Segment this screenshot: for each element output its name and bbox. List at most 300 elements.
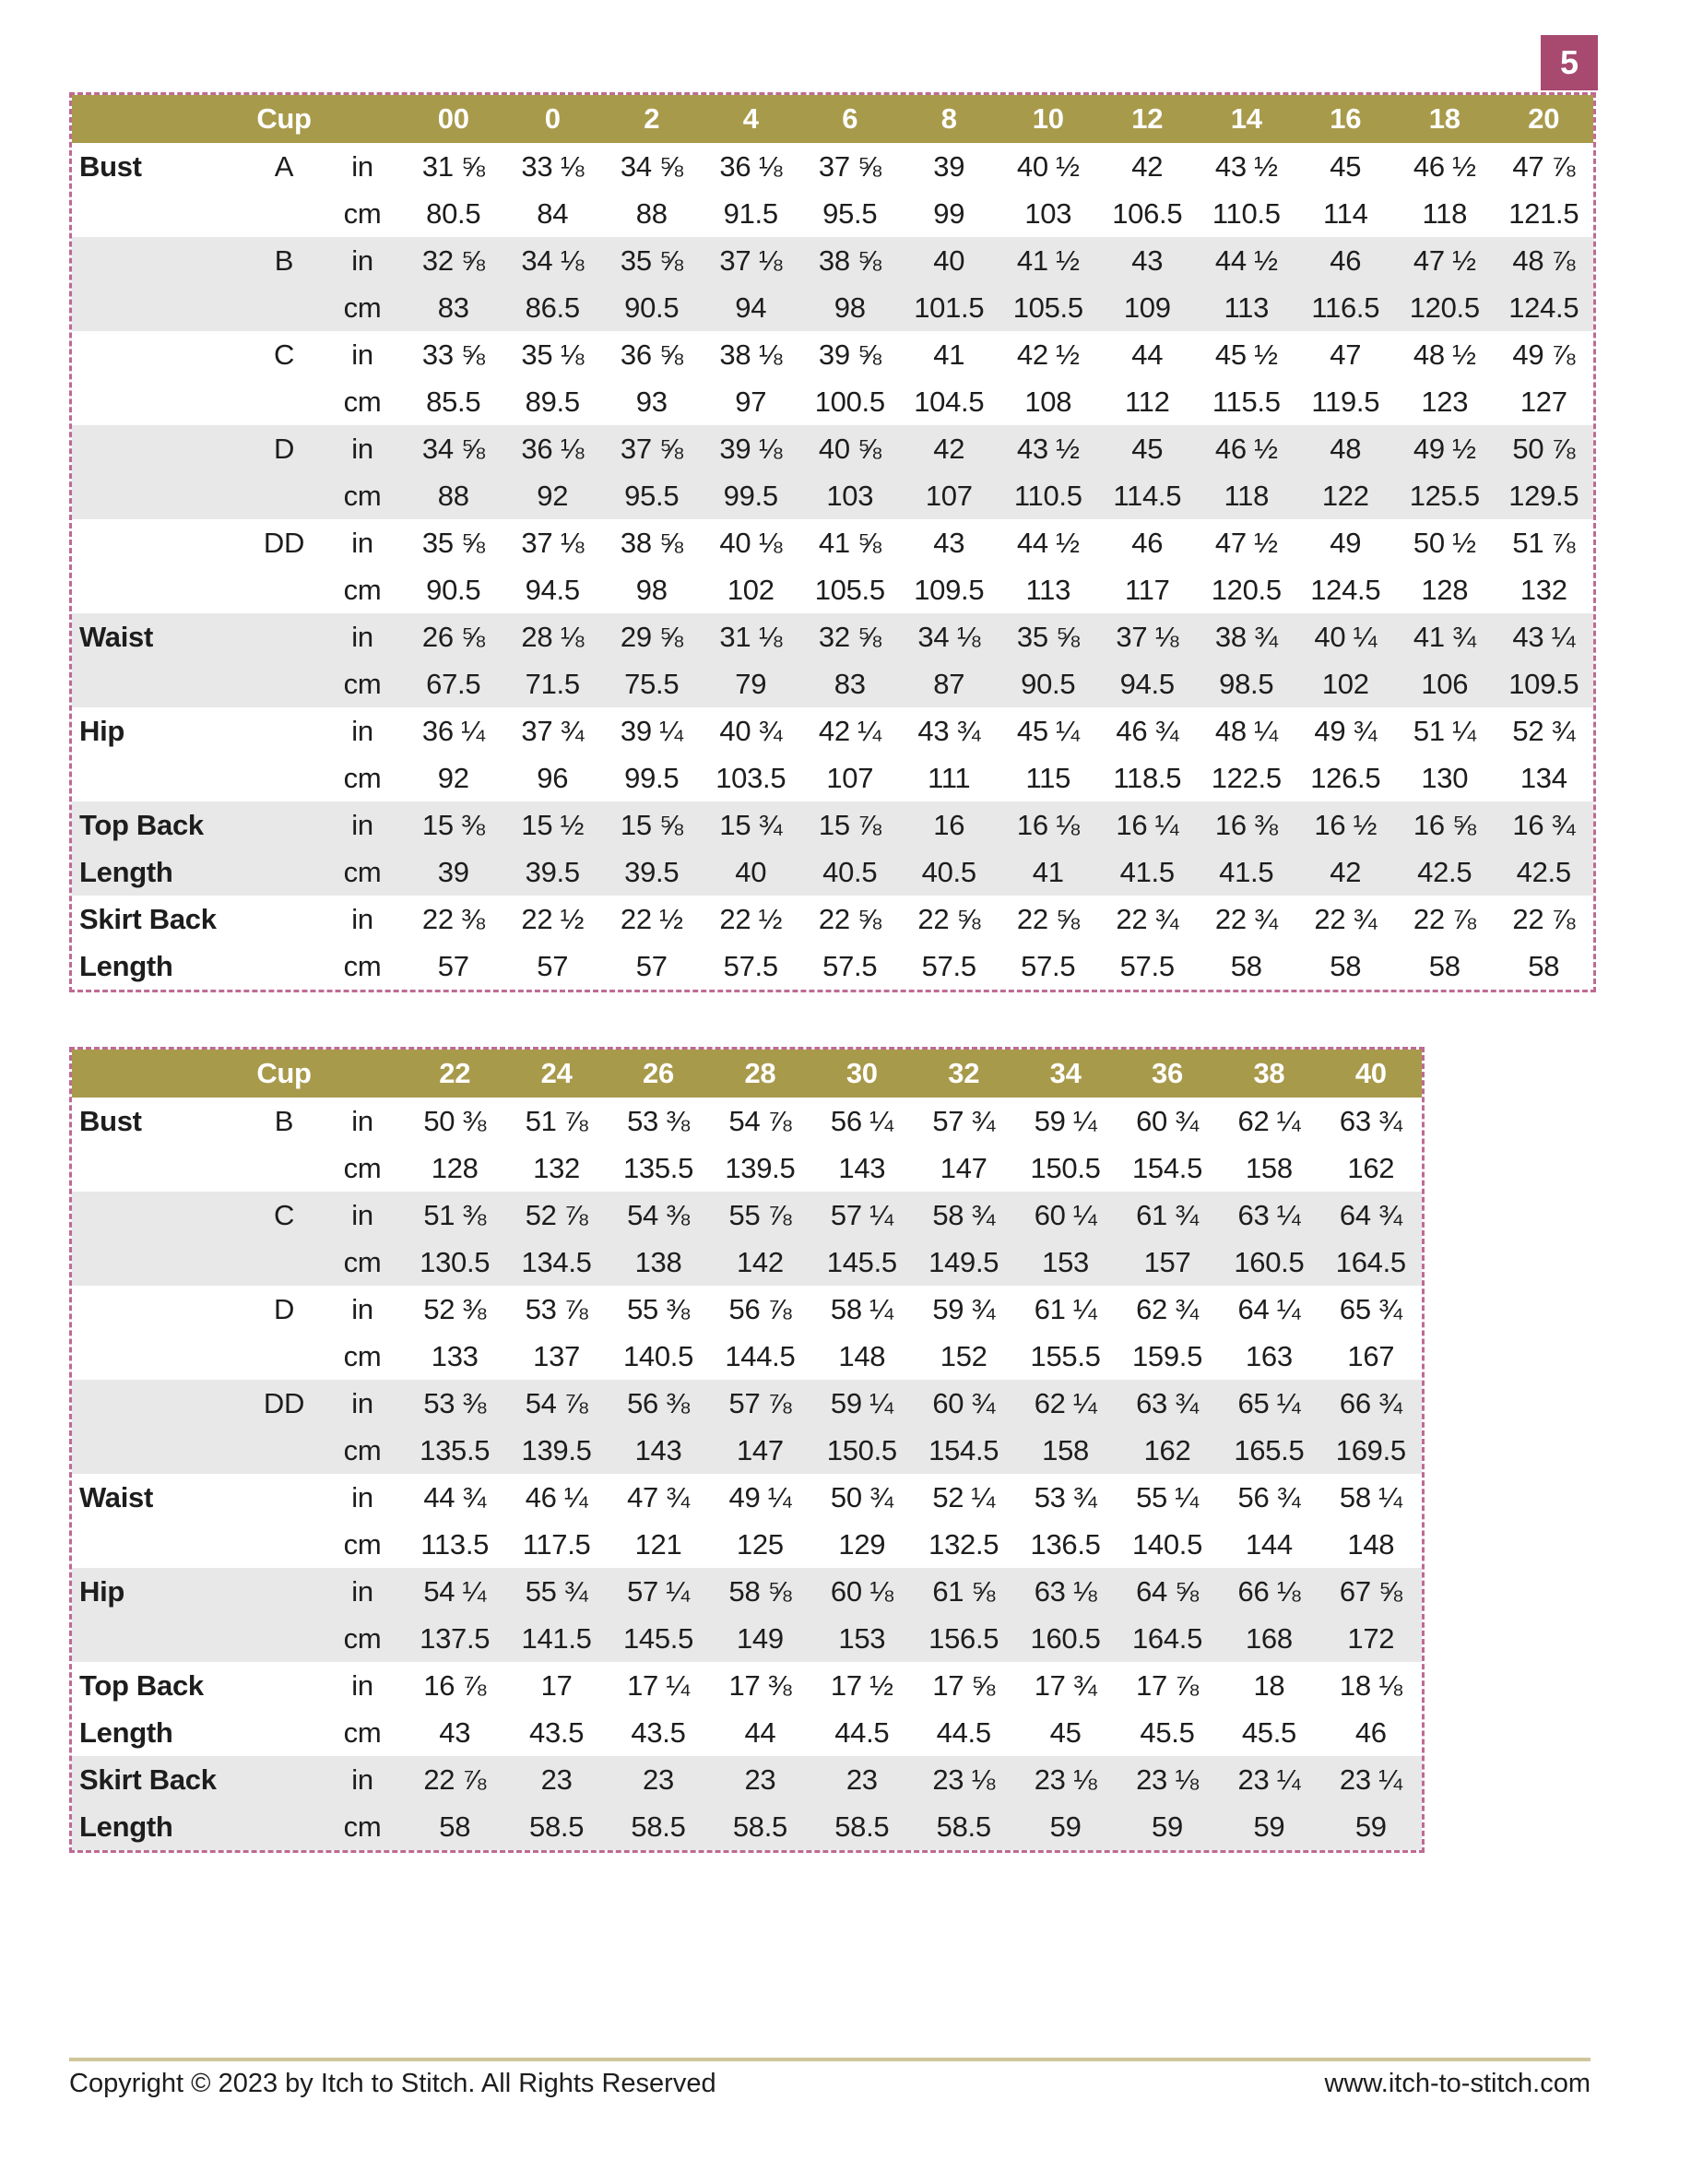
unit-label: in xyxy=(351,243,373,277)
value-cell: 57 xyxy=(635,949,668,982)
value-cell: 139.5 xyxy=(725,1151,796,1184)
table-row xyxy=(72,472,1593,519)
unit-label: in xyxy=(351,1386,373,1419)
value-cell: 142 xyxy=(736,1245,784,1278)
unit-label: cm xyxy=(343,479,382,512)
value-cell: 86.5 xyxy=(525,291,580,324)
value-cell: 148 xyxy=(1347,1527,1395,1561)
value-cell: 147 xyxy=(736,1433,784,1466)
value-cell: 22 ⅜ xyxy=(421,902,485,935)
value-cell: 43 ¾ xyxy=(917,714,981,747)
value-cell: 54 ⅞ xyxy=(728,1104,792,1137)
table-row xyxy=(72,425,1593,472)
value-cell: 148 xyxy=(838,1339,886,1372)
value-cell: 85.5 xyxy=(426,385,481,418)
value-cell: 59 xyxy=(1253,1810,1285,1843)
value-cell: 97 xyxy=(735,385,767,418)
size-table-00-20 xyxy=(69,92,1596,992)
value-cell: 124.5 xyxy=(1310,573,1381,606)
value-cell: 42 ½ xyxy=(1016,338,1080,371)
value-cell: 23 xyxy=(643,1763,674,1796)
row-label: Bust xyxy=(79,1104,142,1137)
cup-letter: A xyxy=(274,149,294,183)
value-cell: 38 ⅝ xyxy=(620,526,683,559)
size-header-cell: 16 xyxy=(1330,102,1362,135)
table-row xyxy=(72,660,1593,707)
value-cell: 118 xyxy=(1422,196,1468,230)
value-cell: 42 xyxy=(933,432,965,465)
value-cell: 16 ⅝ xyxy=(1413,808,1476,841)
value-cell: 58.5 xyxy=(631,1810,686,1843)
value-cell: 23 ¼ xyxy=(1339,1763,1402,1796)
value-cell: 134 xyxy=(1520,761,1567,794)
value-cell: 57.5 xyxy=(921,949,976,982)
value-cell: 38 ¾ xyxy=(1214,620,1278,653)
value-cell: 107 xyxy=(826,761,874,794)
value-cell: 51 ⅞ xyxy=(1512,526,1576,559)
value-cell: 56 ⅜ xyxy=(627,1386,690,1419)
value-cell: 28 ⅛ xyxy=(521,620,585,653)
value-cell: 40.5 xyxy=(921,855,976,888)
value-cell: 57.5 xyxy=(1021,949,1076,982)
value-cell: 59 ¼ xyxy=(830,1386,893,1419)
cup-letter: D xyxy=(273,1292,295,1325)
unit-label: in xyxy=(351,902,373,935)
value-cell: 17 ⅞ xyxy=(1136,1668,1199,1702)
value-cell: 57 xyxy=(537,949,569,982)
value-cell: 34 ⅝ xyxy=(620,149,683,183)
value-cell: 17 ⅝ xyxy=(932,1668,996,1702)
table-row xyxy=(72,1756,1422,1803)
value-cell: 49 ½ xyxy=(1413,432,1476,465)
unit-label: cm xyxy=(343,1621,382,1655)
value-cell: 103 xyxy=(826,479,874,512)
value-cell: 163 xyxy=(1245,1339,1293,1372)
table-row xyxy=(72,143,1593,190)
value-cell: 17 ¾ xyxy=(1034,1668,1097,1702)
value-cell: 60 ¾ xyxy=(932,1386,996,1419)
value-cell: 89.5 xyxy=(525,385,580,418)
value-cell: 46 ½ xyxy=(1413,149,1476,183)
value-cell: 37 ⅛ xyxy=(719,243,783,277)
unit-label: cm xyxy=(343,1339,382,1372)
value-cell: 32 ⅝ xyxy=(421,243,485,277)
value-cell: 154.5 xyxy=(928,1433,999,1466)
value-cell: 45 xyxy=(1049,1715,1082,1749)
value-cell: 39.5 xyxy=(624,855,680,888)
value-cell: 58 xyxy=(1330,949,1362,982)
value-cell: 47 xyxy=(1330,338,1362,371)
table-row xyxy=(72,754,1593,801)
value-cell: 156.5 xyxy=(928,1621,999,1655)
value-cell: 64 ¼ xyxy=(1237,1292,1301,1325)
value-cell: 121.5 xyxy=(1508,196,1579,230)
value-cell: 55 ⅞ xyxy=(728,1198,792,1231)
table-row xyxy=(72,849,1593,896)
unit-label: in xyxy=(351,526,373,559)
unit-label: in xyxy=(351,1574,373,1608)
value-cell: 43 ½ xyxy=(1214,149,1278,183)
value-cell: 26 ⅝ xyxy=(421,620,485,653)
value-cell: 58 ¾ xyxy=(932,1198,996,1231)
size-header-cell: 18 xyxy=(1428,102,1460,135)
value-cell: 44 xyxy=(1131,338,1164,371)
value-cell: 56 ¼ xyxy=(830,1104,893,1137)
value-cell: 40.5 xyxy=(822,855,878,888)
value-cell: 16 ⅛ xyxy=(1016,808,1080,841)
value-cell: 54 ¼ xyxy=(423,1574,487,1608)
value-cell: 22 ¾ xyxy=(1314,902,1378,935)
value-cell: 32 ⅝ xyxy=(818,620,881,653)
value-cell: 47 ⅞ xyxy=(1512,149,1576,183)
value-cell: 51 ¼ xyxy=(1413,714,1476,747)
value-cell: 35 ⅝ xyxy=(1016,620,1080,653)
table-row xyxy=(72,801,1593,849)
value-cell: 53 ⅜ xyxy=(423,1386,487,1419)
value-cell: 36 ¼ xyxy=(421,714,485,747)
unit-label: cm xyxy=(343,1527,382,1561)
cup-letter: DD xyxy=(263,1386,305,1419)
value-cell: 42 xyxy=(1330,855,1362,888)
value-cell: 103 xyxy=(1024,196,1072,230)
value-cell: 162 xyxy=(1143,1433,1191,1466)
table-row xyxy=(72,1662,1422,1709)
value-cell: 41 ⅝ xyxy=(818,526,881,559)
value-cell: 47 ½ xyxy=(1214,526,1278,559)
unit-label: in xyxy=(351,1292,373,1325)
value-cell: 137.5 xyxy=(420,1621,491,1655)
value-cell: 102 xyxy=(1321,667,1369,700)
table-row xyxy=(72,1474,1422,1521)
value-cell: 121 xyxy=(634,1527,682,1561)
value-cell: 104.5 xyxy=(914,385,985,418)
cup-letter: C xyxy=(273,338,295,371)
value-cell: 58.5 xyxy=(732,1810,787,1843)
value-cell: 48 ½ xyxy=(1413,338,1476,371)
cup-letter: DD xyxy=(263,526,305,559)
value-cell: 23 ⅛ xyxy=(1034,1763,1097,1796)
table-row xyxy=(72,896,1593,943)
value-cell: 112 xyxy=(1124,385,1170,418)
value-cell: 51 ⅞ xyxy=(525,1104,588,1137)
value-cell: 58 xyxy=(1230,949,1262,982)
value-cell: 45 ¼ xyxy=(1016,714,1080,747)
value-cell: 31 ⅛ xyxy=(719,620,783,653)
value-cell: 115 xyxy=(1025,761,1071,794)
unit-label: cm xyxy=(343,573,382,606)
value-cell: 17 ½ xyxy=(830,1668,893,1702)
value-cell: 67 ⅝ xyxy=(1339,1574,1402,1608)
value-cell: 83 xyxy=(834,667,866,700)
unit-label: cm xyxy=(343,949,382,982)
value-cell: 164.5 xyxy=(1131,1621,1203,1655)
value-cell: 41 ¾ xyxy=(1413,620,1476,653)
value-cell: 129.5 xyxy=(1508,479,1579,512)
value-cell: 91.5 xyxy=(723,196,778,230)
table-row xyxy=(72,1568,1422,1615)
value-cell: 54 ⅞ xyxy=(525,1386,588,1419)
value-cell: 113.5 xyxy=(420,1527,490,1561)
value-cell: 59 xyxy=(1354,1810,1387,1843)
table-row xyxy=(72,237,1593,284)
table-row xyxy=(72,284,1593,331)
value-cell: 143 xyxy=(838,1151,886,1184)
value-cell: 17 ⅜ xyxy=(728,1668,792,1702)
value-cell: 48 xyxy=(1330,432,1362,465)
unit-label: cm xyxy=(343,855,382,888)
value-cell: 17 ¼ xyxy=(627,1668,690,1702)
value-cell: 36 ⅝ xyxy=(620,338,683,371)
row-label: Length xyxy=(79,1715,173,1749)
value-cell: 57.5 xyxy=(723,949,778,982)
value-cell: 123 xyxy=(1421,385,1469,418)
value-cell: 37 ⅛ xyxy=(1116,620,1179,653)
value-cell: 150.5 xyxy=(1030,1151,1101,1184)
value-cell: 51 ⅜ xyxy=(423,1198,487,1231)
value-cell: 63 ⅛ xyxy=(1034,1574,1097,1608)
value-cell: 111 xyxy=(928,761,971,794)
unit-label: cm xyxy=(343,1715,382,1749)
size-header-cell: 38 xyxy=(1253,1057,1285,1089)
value-cell: 45.5 xyxy=(1241,1715,1296,1749)
value-cell: 22 ½ xyxy=(620,902,683,935)
row-label: Hip xyxy=(79,1574,125,1608)
value-cell: 16 ½ xyxy=(1314,808,1378,841)
value-cell: 34 ⅛ xyxy=(521,243,585,277)
value-cell: 58 xyxy=(1528,949,1560,982)
value-cell: 136.5 xyxy=(1030,1527,1101,1561)
table-row xyxy=(72,566,1593,613)
value-cell: 134.5 xyxy=(521,1245,592,1278)
value-cell: 52 ⅜ xyxy=(423,1292,487,1325)
value-cell: 60 ¾ xyxy=(1136,1104,1199,1137)
value-cell: 22 ½ xyxy=(719,902,783,935)
value-cell: 37 ¾ xyxy=(521,714,585,747)
value-cell: 40 ½ xyxy=(1016,149,1080,183)
value-cell: 62 ¼ xyxy=(1034,1386,1097,1419)
table-row xyxy=(72,190,1593,237)
unit-label: in xyxy=(351,338,373,371)
value-cell: 115.5 xyxy=(1212,385,1281,418)
value-cell: 145.5 xyxy=(826,1245,897,1278)
unit-label: in xyxy=(351,1198,373,1231)
value-cell: 42 xyxy=(1131,149,1164,183)
size-header-cell: 40 xyxy=(1354,1057,1387,1089)
value-cell: 132 xyxy=(533,1151,580,1184)
value-cell: 58.5 xyxy=(936,1810,991,1843)
value-cell: 39 ¼ xyxy=(620,714,683,747)
value-cell: 31 ⅝ xyxy=(421,149,485,183)
value-cell: 46 xyxy=(1354,1715,1387,1749)
page-footer xyxy=(69,2069,1590,2099)
value-cell: 38 ⅝ xyxy=(818,243,881,277)
value-cell: 23 ¼ xyxy=(1237,1763,1301,1796)
value-cell: 98 xyxy=(635,573,668,606)
value-cell: 99.5 xyxy=(624,761,680,794)
value-cell: 75.5 xyxy=(624,667,680,700)
value-cell: 109.5 xyxy=(914,573,985,606)
value-cell: 46 xyxy=(1131,526,1164,559)
value-cell: 43.5 xyxy=(631,1715,686,1749)
cup-header: Cup xyxy=(256,102,312,135)
row-label: Length xyxy=(79,855,173,888)
value-cell: 15 ⅞ xyxy=(818,808,881,841)
value-cell: 42 ¼ xyxy=(818,714,881,747)
value-cell: 43 xyxy=(1131,243,1164,277)
row-label: Waist xyxy=(79,1480,154,1513)
size-header-cell: 8 xyxy=(940,102,957,135)
row-label: Skirt Back xyxy=(79,902,217,935)
value-cell: 57 xyxy=(437,949,469,982)
value-cell: 90.5 xyxy=(624,291,680,324)
size-header-cell: 28 xyxy=(744,1057,776,1089)
value-cell: 132.5 xyxy=(928,1527,999,1561)
unit-label: in xyxy=(351,620,373,653)
value-cell: 41 xyxy=(933,338,965,371)
value-cell: 43 ¼ xyxy=(1512,620,1576,653)
unit-label: cm xyxy=(343,1151,382,1184)
value-cell: 158 xyxy=(1245,1151,1293,1184)
value-cell: 22 ⅞ xyxy=(1413,902,1476,935)
row-label: Top Back xyxy=(79,1668,204,1702)
value-cell: 64 ⅝ xyxy=(1136,1574,1199,1608)
table-row xyxy=(72,1145,1422,1192)
value-cell: 40 ¾ xyxy=(719,714,783,747)
row-label: Bust xyxy=(79,149,142,183)
unit-label: cm xyxy=(343,1433,382,1466)
size-header-cell: 32 xyxy=(948,1057,980,1089)
value-cell: 43 ½ xyxy=(1016,432,1080,465)
value-cell: 53 ⅞ xyxy=(525,1292,588,1325)
size-header-cell: 34 xyxy=(1049,1057,1082,1089)
value-cell: 153 xyxy=(1042,1245,1089,1278)
value-cell: 149.5 xyxy=(928,1245,999,1278)
value-cell: 128 xyxy=(1421,573,1469,606)
value-cell: 40 ⅝ xyxy=(818,432,881,465)
value-cell: 130.5 xyxy=(420,1245,491,1278)
value-cell: 143 xyxy=(634,1433,682,1466)
value-cell: 129 xyxy=(838,1527,886,1561)
value-cell: 41 xyxy=(1032,855,1064,888)
value-cell: 58 xyxy=(1428,949,1460,982)
value-cell: 126.5 xyxy=(1310,761,1381,794)
value-cell: 98.5 xyxy=(1219,667,1274,700)
row-label: Skirt Back xyxy=(79,1763,217,1796)
row-label: Length xyxy=(79,1810,173,1843)
copyright-text: Copyright © 2023 by Itch to Stitch. All Rights Reserved xyxy=(69,2069,716,2098)
unit-label: cm xyxy=(343,1245,382,1278)
value-cell: 41 ½ xyxy=(1016,243,1080,277)
value-cell: 23 ⅛ xyxy=(1136,1763,1199,1796)
value-cell: 109 xyxy=(1123,291,1171,324)
value-cell: 147 xyxy=(940,1151,987,1184)
value-cell: 94.5 xyxy=(1119,667,1175,700)
value-cell: 110.5 xyxy=(1212,196,1281,230)
value-cell: 58 ⅝ xyxy=(728,1574,792,1608)
value-cell: 46 xyxy=(1330,243,1362,277)
value-cell: 168 xyxy=(1245,1621,1293,1655)
value-cell: 57 ⅞ xyxy=(728,1386,792,1419)
value-cell: 29 ⅝ xyxy=(620,620,683,653)
value-cell: 45.5 xyxy=(1140,1715,1195,1749)
size-header-cell: 36 xyxy=(1152,1057,1183,1089)
value-cell: 49 ¾ xyxy=(1314,714,1378,747)
value-cell: 40 xyxy=(933,243,965,277)
value-cell: 160.5 xyxy=(1030,1621,1101,1655)
value-cell: 23 ⅛ xyxy=(932,1763,996,1796)
value-cell: 50 ½ xyxy=(1413,526,1476,559)
value-cell: 62 ¾ xyxy=(1136,1292,1199,1325)
value-cell: 42.5 xyxy=(1417,855,1472,888)
value-cell: 67.5 xyxy=(426,667,481,700)
unit-label: in xyxy=(351,714,373,747)
value-cell: 58 ¼ xyxy=(1339,1480,1402,1513)
value-cell: 22 ⅝ xyxy=(818,902,881,935)
value-cell: 22 ¾ xyxy=(1116,902,1179,935)
value-cell: 36 ⅛ xyxy=(719,149,783,183)
table-row xyxy=(72,1286,1422,1333)
value-cell: 39 xyxy=(437,855,469,888)
value-cell: 53 ¾ xyxy=(1034,1480,1097,1513)
value-cell: 41.5 xyxy=(1119,855,1175,888)
value-cell: 57.5 xyxy=(822,949,878,982)
value-cell: 88 xyxy=(635,196,668,230)
cup-letter: D xyxy=(273,432,295,465)
value-cell: 117.5 xyxy=(522,1527,591,1561)
value-cell: 22 ½ xyxy=(521,902,585,935)
value-cell: 94.5 xyxy=(525,573,580,606)
value-cell: 90.5 xyxy=(426,573,481,606)
value-cell: 132 xyxy=(1520,573,1567,606)
value-cell: 122 xyxy=(1321,479,1369,512)
value-cell: 44 ¾ xyxy=(423,1480,487,1513)
value-cell: 59 ¾ xyxy=(932,1292,996,1325)
value-cell: 83 xyxy=(437,291,469,324)
value-cell: 55 ¾ xyxy=(525,1574,588,1608)
value-cell: 16 ¼ xyxy=(1116,808,1179,841)
value-cell: 141.5 xyxy=(521,1621,592,1655)
value-cell: 46 ¼ xyxy=(525,1480,588,1513)
value-cell: 52 ¼ xyxy=(932,1480,996,1513)
value-cell: 16 ¾ xyxy=(1512,808,1576,841)
value-cell: 110.5 xyxy=(1013,479,1082,512)
value-cell: 99 xyxy=(933,196,965,230)
value-cell: 71.5 xyxy=(525,667,580,700)
value-cell: 56 ⅞ xyxy=(728,1292,792,1325)
unit-label: cm xyxy=(343,385,382,418)
value-cell: 40 ⅛ xyxy=(719,526,783,559)
value-cell: 49 ⅞ xyxy=(1512,338,1576,371)
value-cell: 39 ⅝ xyxy=(818,338,881,371)
website-text: www.itch-to-stitch.com xyxy=(1324,2069,1590,2098)
unit-label: cm xyxy=(343,1810,382,1843)
value-cell: 92 xyxy=(537,479,569,512)
value-cell: 35 ⅝ xyxy=(620,243,683,277)
value-cell: 140.5 xyxy=(1131,1527,1203,1561)
value-cell: 158 xyxy=(1042,1433,1089,1466)
value-cell: 61 ¾ xyxy=(1136,1198,1199,1231)
value-cell: 140.5 xyxy=(622,1339,694,1372)
value-cell: 45 ½ xyxy=(1214,338,1278,371)
value-cell: 99.5 xyxy=(723,479,778,512)
value-cell: 88 xyxy=(437,479,469,512)
value-cell: 150.5 xyxy=(826,1433,897,1466)
value-cell: 144 xyxy=(1245,1527,1293,1561)
table-row xyxy=(72,1333,1422,1380)
cup-letter: C xyxy=(273,1198,295,1231)
value-cell: 114.5 xyxy=(1113,479,1182,512)
row-label: Hip xyxy=(79,714,125,747)
